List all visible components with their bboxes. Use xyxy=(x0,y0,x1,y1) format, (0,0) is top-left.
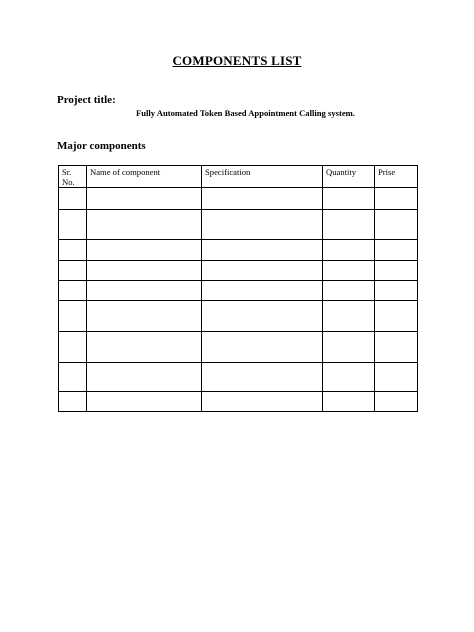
table-cell xyxy=(87,240,202,261)
header-prise: Prise xyxy=(375,166,418,188)
table-cell xyxy=(87,301,202,332)
table-cell xyxy=(323,332,375,363)
table-cell xyxy=(375,210,418,240)
table-header-row xyxy=(59,166,418,188)
table-cell xyxy=(202,392,323,412)
project-title-value: Fully Automated Token Based Appointment Calling system. xyxy=(136,108,355,118)
table-cell xyxy=(323,188,375,210)
table-cell xyxy=(375,363,418,392)
table-cell xyxy=(323,392,375,412)
table-cell xyxy=(59,210,87,240)
table-row xyxy=(59,240,418,261)
table-cell xyxy=(87,363,202,392)
table-cell xyxy=(375,281,418,301)
table-cell xyxy=(202,240,323,261)
table-cell xyxy=(375,188,418,210)
table-cell xyxy=(375,240,418,261)
header-sr-no: Sr. No. xyxy=(59,166,87,188)
table-cell xyxy=(375,301,418,332)
table-cell xyxy=(202,363,323,392)
table-cell xyxy=(323,301,375,332)
table-cell xyxy=(375,332,418,363)
table-cell xyxy=(202,332,323,363)
header-specification: Specification xyxy=(202,166,323,188)
table-cell xyxy=(375,392,418,412)
table-cell xyxy=(87,261,202,281)
table-cell xyxy=(375,261,418,281)
table-cell xyxy=(202,210,323,240)
table-cell xyxy=(59,240,87,261)
table-cell xyxy=(59,281,87,301)
header-quantity: Quantity xyxy=(323,166,375,188)
major-components-heading: Major components xyxy=(57,140,146,152)
table-cell xyxy=(323,281,375,301)
table-cell xyxy=(323,210,375,240)
table-cell xyxy=(202,301,323,332)
table-row xyxy=(59,392,418,412)
table-row xyxy=(59,281,418,301)
table-cell xyxy=(59,332,87,363)
table-cell xyxy=(59,363,87,392)
table-row xyxy=(59,188,418,210)
table-row xyxy=(59,261,418,281)
table-cell xyxy=(59,261,87,281)
table-cell xyxy=(202,261,323,281)
table-cell xyxy=(323,261,375,281)
table-cell xyxy=(87,332,202,363)
table-row xyxy=(59,332,418,363)
table-cell xyxy=(202,281,323,301)
table-cell xyxy=(323,240,375,261)
table-cell xyxy=(202,188,323,210)
table-cell xyxy=(59,301,87,332)
table-cell xyxy=(87,281,202,301)
table-row xyxy=(59,210,418,240)
document-title: COMPONENTS LIST xyxy=(172,53,302,68)
project-title-label: Project title: xyxy=(57,94,116,106)
table-cell xyxy=(323,363,375,392)
table-row xyxy=(59,301,418,332)
components-table xyxy=(58,165,418,412)
table-cell xyxy=(87,210,202,240)
header-name-of-component: Name of component xyxy=(87,166,202,188)
table-cell xyxy=(59,392,87,412)
table-cell xyxy=(87,188,202,210)
table-cell xyxy=(87,392,202,412)
table-row xyxy=(59,363,418,392)
table-cell xyxy=(59,188,87,210)
